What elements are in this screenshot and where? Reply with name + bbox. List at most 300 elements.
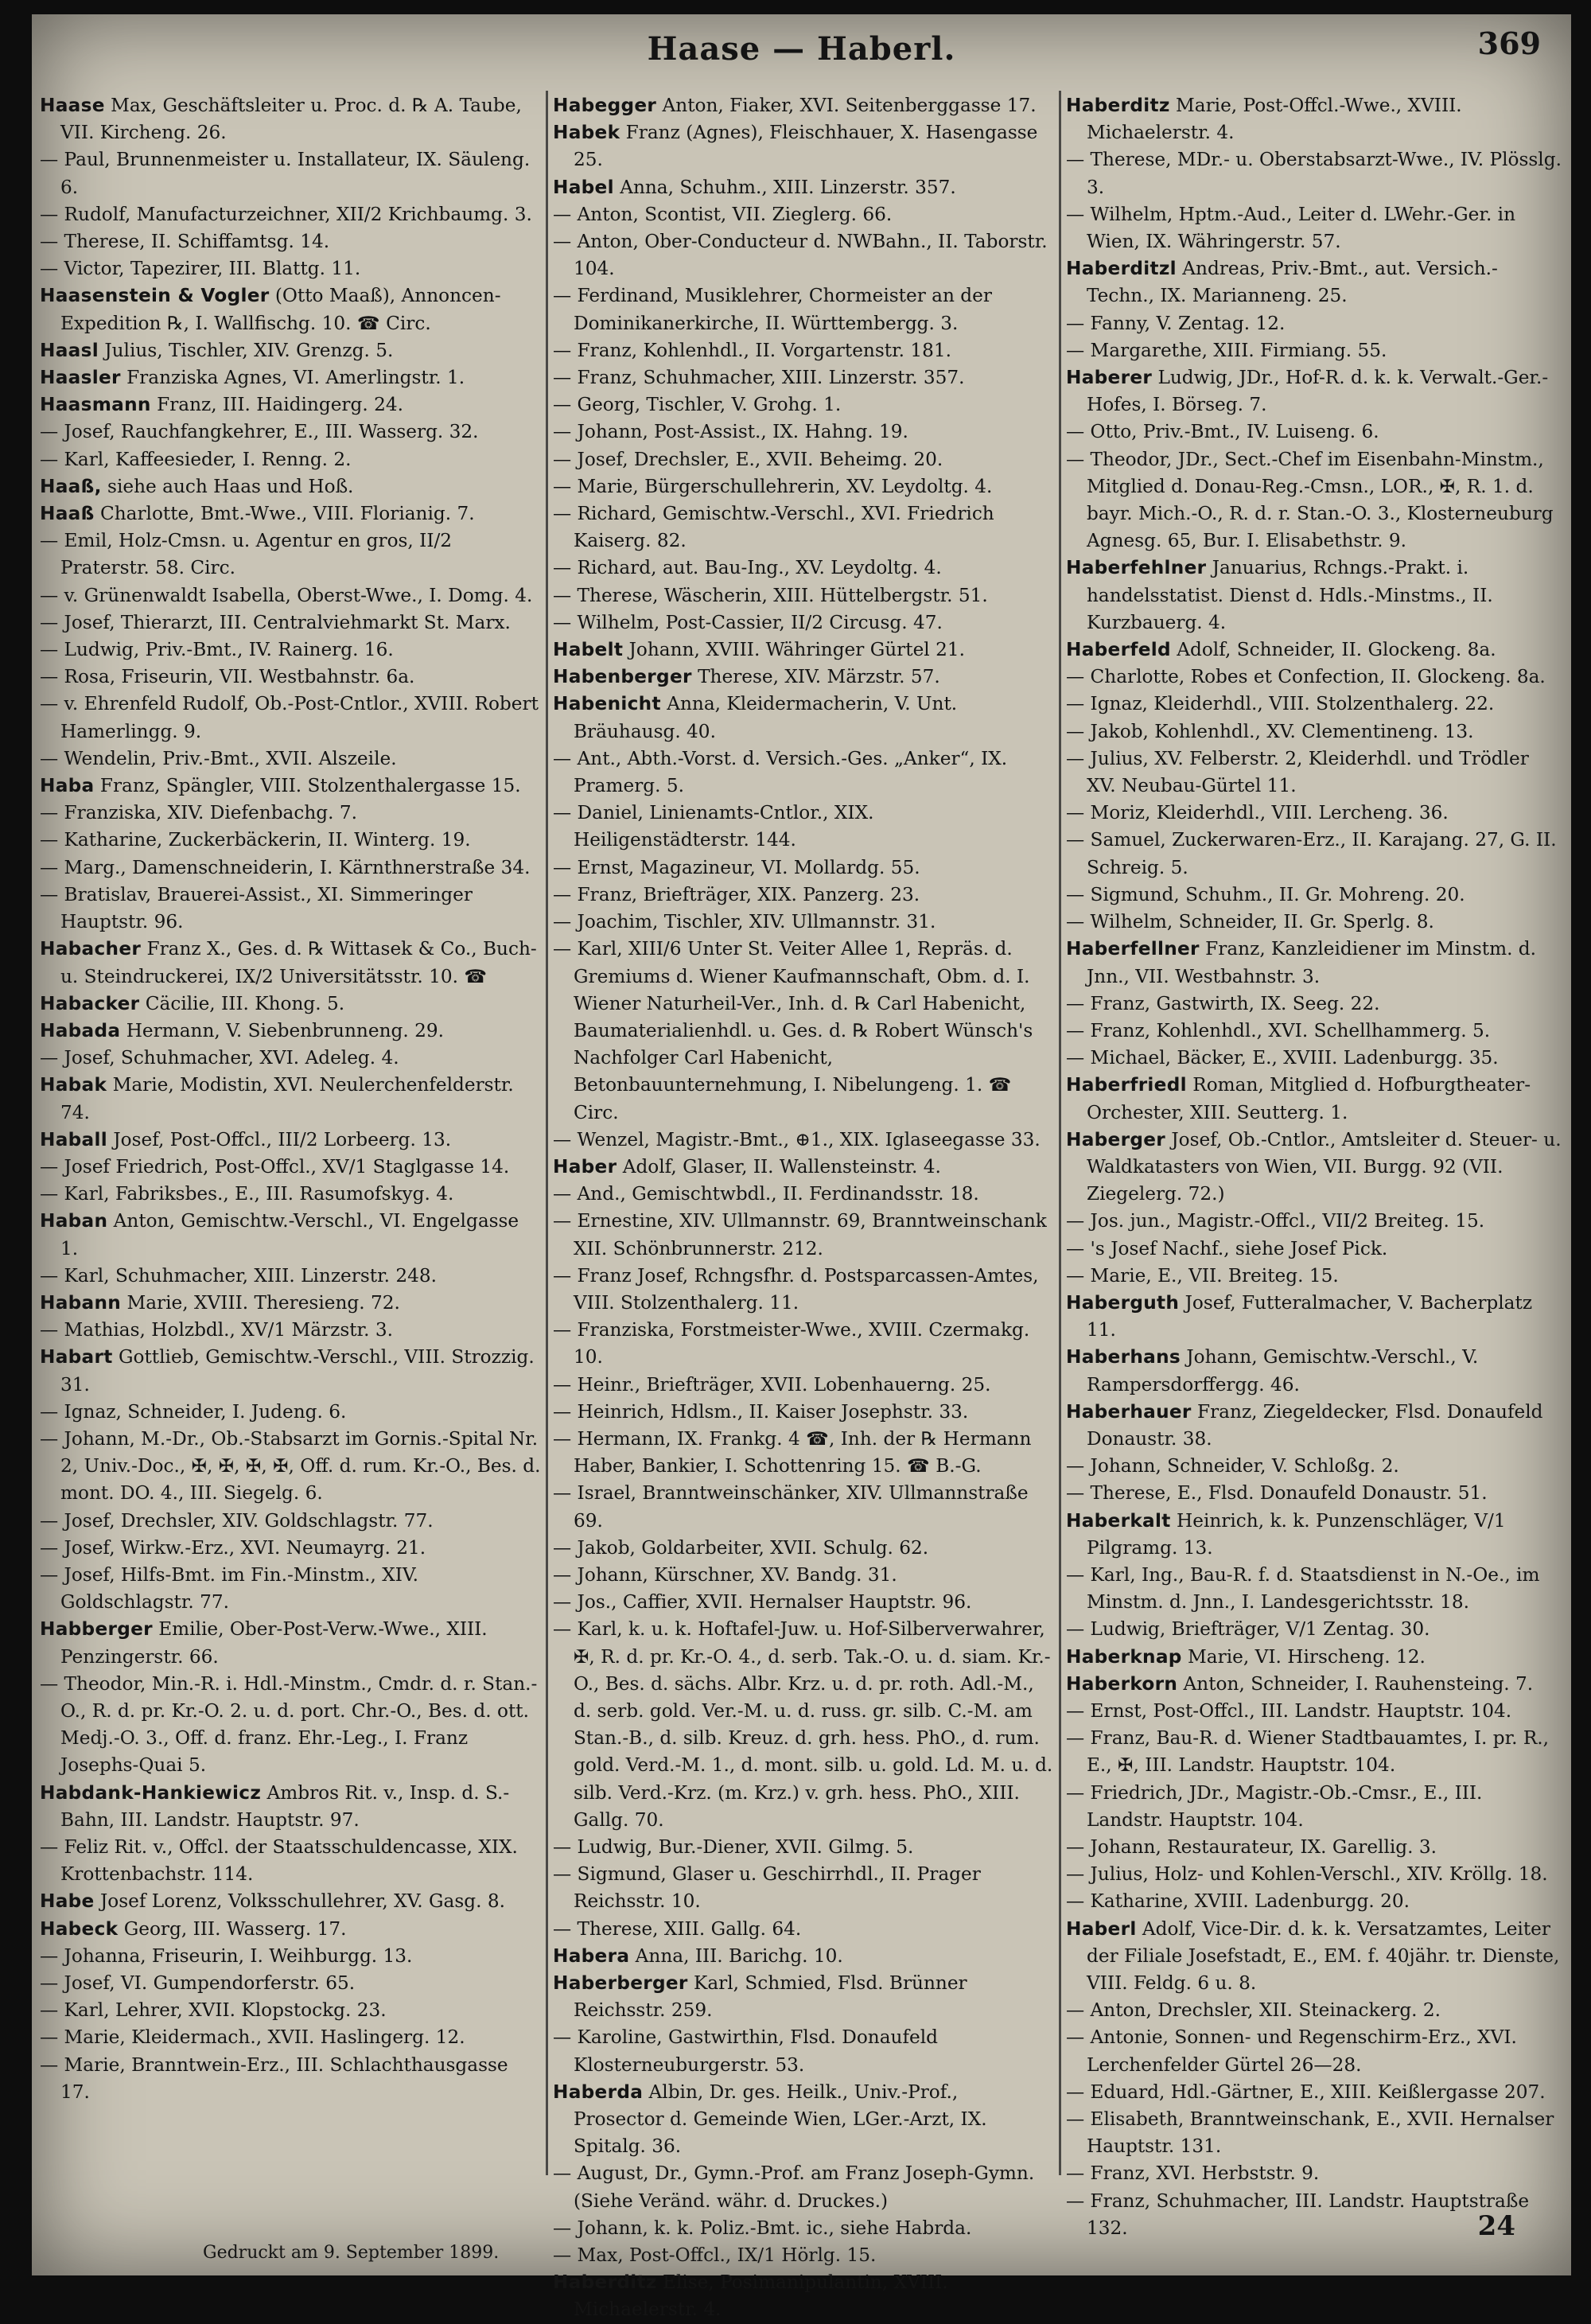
entry-details: Ambros Rit. v., Insp. d. S.-Bahn, III. Landstr. Hauptstr. 97. [60, 1781, 510, 1831]
entry-surname: Habenberger [553, 666, 692, 688]
directory-entry [1066, 555, 1563, 636]
directory-entry [553, 636, 1054, 664]
entry-details: Januarius, Rchngs.-Prakt. i. handelsstatist. Dienst d. Hdls.-Minstms., II. Kurzbauerg. 4. [1087, 557, 1493, 633]
entry-surname: Habel [553, 176, 614, 198]
directory-entry [553, 174, 1054, 201]
entry-details: — August, Dr., Gymn.-Prof. am Franz Joseph-Gymn. (Siehe Veränd. währ. d. Druckes.) [553, 2162, 1035, 2212]
entry-details: — Margarethe, XIII. Firmiang. 55. [1066, 339, 1387, 361]
directory-entry [1066, 1344, 1563, 1398]
entry-details: — Josef, Thierarzt, III. Centralviehmarkt St. Marx. [40, 611, 511, 633]
directory-entry [40, 255, 541, 282]
entry-details: — Franz Josef, Rchngsfhr. d. Postsparcassen-Amtes, VIII. Stolzenthalerg. 11. [553, 1264, 1039, 1314]
directory-entry [1066, 1671, 1563, 1698]
entry-details: — Richard, aut. Bau-Ing., XV. Leydoltg. 4. [553, 557, 942, 579]
directory-entry [1066, 1508, 1563, 1562]
entry-details: — Karl, XIII/6 Unter St. Veiter Allee 1, Repräs. d. Gremiums d. Wiener Kaufmannschaft, Obm. d. I. Wiener Naturheil-Ver., Inh. d. ℞ Carl Habenicht, Baumaterialienhdl. u. Ges. d. ℞ Robert Wünsch's Nachfolger Carl Habenicht, Betonbauunternehmung, I. Nibelungeng. 1. ☎ Circ. [553, 938, 1033, 1123]
directory-entry [1066, 664, 1563, 691]
entry-details: — Joachim, Tischler, XIV. Ullmannstr. 31. [553, 911, 936, 933]
directory-entry [40, 228, 541, 255]
entry-surname: Habeck [40, 1917, 119, 1940]
directory-entry [40, 1045, 541, 1072]
entry-details: — Wendelin, Priv.-Bmt., XVII. Alszeile. [40, 747, 397, 769]
directory-entry [553, 936, 1054, 1126]
entry-details: — Israel, Branntweinschänker, XIV. Ullmannstraße 69. [553, 1482, 1029, 1532]
entry-details: — Wilhelm, Post-Cassier, II/2 Circusg. 47. [553, 611, 943, 633]
column-2 [553, 92, 1054, 2321]
entry-details: — Jakob, Goldarbeiter, XVII. Schulg. 62. [553, 1536, 929, 1559]
entry-details: — Wenzel, Magistr.-Bmt., ⊕1., XIX. Iglaseegasse 33. [553, 1128, 1041, 1150]
entry-details: — Therese, E., Flsd. Donaufeld Donaustr. 51. [1066, 1482, 1488, 1505]
directory-entry [553, 664, 1054, 691]
entry-surname: Habek [553, 122, 620, 144]
directory-entry [553, 745, 1054, 800]
entry-details: Adolf, Schneider, II. Glockeng. 8a. [1170, 639, 1496, 661]
directory-entry [553, 500, 1054, 555]
directory-entry [40, 745, 541, 773]
entry-details: — Marie, Bürgerschullehrerin, XV. Leydoltg. 4. [553, 475, 993, 497]
entry-details: Anna, Kleidermacherin, V. Unt. Bräuhausg. 40. [574, 693, 958, 742]
directory-entry [553, 1154, 1054, 1181]
directory-entry [40, 1426, 541, 1508]
entry-surname: Haber [553, 1155, 617, 1178]
directory-entry [40, 936, 541, 990]
directory-entry [1066, 1834, 1563, 1861]
entry-details: — Wilhelm, Hptm.-Aud., Leiter d. LWehr.-Ger. in Wien, IX. Währingerstr. 57. [1066, 203, 1516, 253]
entry-details: Josef, Post-Offcl., III/2 Lorbeerg. 13. [107, 1128, 452, 1150]
directory-entry [1066, 310, 1563, 337]
entry-details: — Karl, Kaffeesieder, I. Renng. 2. [40, 448, 352, 470]
directory-entry [553, 909, 1054, 936]
entry-details: — Josef, Rauchfangkehrer, E., III. Wasserg. 32. [40, 421, 479, 443]
entry-details: — Jos., Caffier, XVII. Hernalser Hauptstr. 96. [553, 1591, 972, 1614]
directory-entry [40, 1208, 541, 1262]
directory-entry [1066, 691, 1563, 718]
entry-details: — v. Ehrenfeld Rudolf, Ob.-Post-Cntlor., XVIII. Robert Hamerlingg. 9. [40, 693, 539, 742]
entry-details: — Richard, Gemischtw.-Verschl., XVI. Friedrich Kaiserg. 82. [553, 503, 994, 552]
directory-entry [553, 446, 1054, 473]
entry-details: Josef Lorenz, Volksschullehrer, XV. Gasg. 8. [94, 1890, 505, 1913]
directory-entry [1066, 1616, 1563, 1643]
entry-details: — Karl, Schuhmacher, XIII. Linzerstr. 248. [40, 1264, 437, 1287]
column-divider [1059, 91, 1061, 2175]
entry-details: (Otto Maaß), Annoncen-Expedition ℞, I. Wallfischg. 10. ☎ Circ. [60, 285, 501, 334]
directory-entry [40, 1263, 541, 1290]
directory-entry [40, 609, 541, 636]
directory-entry [40, 664, 541, 691]
directory-entry [553, 1127, 1054, 1154]
entry-details: Max, Geschäftsleiter u. Proc. d. ℞ A. Taube, VII. Kircheng. 26. [60, 95, 522, 144]
entry-details: — Ignaz, Schneider, I. Judeng. 6. [40, 1400, 347, 1423]
entry-details: Josef, Ob.-Cntlor., Amtsleiter d. Steuer- u. Waldkatasters von Wien, VII. Burgg. 92 (VII. Ziegelerg. 72.) [1087, 1128, 1562, 1205]
entry-details: — 's Josef Nachf., siehe Josef Pick. [1066, 1237, 1388, 1259]
directory-entry [553, 1317, 1054, 1371]
entry-details: — Therese, II. Schiffamtsg. 14. [40, 231, 330, 253]
entry-surname: Haaß [40, 503, 95, 525]
directory-entry [40, 1834, 541, 1888]
entry-surname: Haban [40, 1210, 108, 1232]
directory-entry [553, 1970, 1054, 2024]
directory-entry [40, 1535, 541, 1562]
entry-details: Charlotte, Bmt.-Wwe., VIII. Florianig. 7. [94, 503, 475, 525]
directory-entry [553, 364, 1054, 391]
entry-details: — Franz, XVI. Herbststr. 9. [1066, 2162, 1320, 2185]
directory-entry [1066, 1127, 1563, 1209]
entry-surname: Haasl [40, 339, 99, 361]
entry-surname: Haberditz [553, 2271, 657, 2294]
directory-entry [40, 418, 541, 446]
entry-surname: Haberknap [1066, 1645, 1182, 1668]
entry-details: Franz, Spängler, VIII. Stolzenthalergasse 15. [94, 775, 521, 797]
directory-entry [1066, 2024, 1563, 2078]
entry-details: — Josef, VI. Gumpendorferstr. 65. [40, 1972, 356, 1995]
print-date-note: Gedruckt am 9. September 1899. [203, 2243, 500, 2263]
directory-entry [553, 2215, 1054, 2242]
entry-details: — Wilhelm, Schneider, II. Gr. Sperlg. 8. [1066, 911, 1434, 933]
entry-details: — Ferdinand, Musiklehrer, Chormeister an der Dominikanerkirche, II. Württembergg. 3. [553, 285, 992, 334]
entry-surname: Haberberger [553, 1972, 688, 1995]
directory-entry [1066, 1725, 1563, 1779]
directory-entry [1066, 909, 1563, 936]
entry-details: — Josef, Hilfs-Bmt. im Fin.-Minstm., XIV. Goldschlagstr. 77. [40, 1563, 418, 1614]
directory-entry [553, 228, 1054, 282]
entry-details: — Karl, Fabriksbes., E., III. Rasumofskyg. 4. [40, 1183, 454, 1205]
entry-surname: Haberda [553, 2081, 644, 2103]
directory-entry [1066, 446, 1563, 555]
entry-details: — Franz, Briefträger, XIX. Panzerg. 23. [553, 883, 920, 905]
entry-details: — Katharine, XVIII. Ladenburgg. 20. [1066, 1890, 1410, 1913]
entry-surname: Haberditzl [1066, 258, 1177, 280]
entry-details: — Georg, Tischler, V. Grohg. 1. [553, 394, 842, 416]
directory-entry [1066, 1562, 1563, 1616]
entry-details: Marie, Post-Offcl.-Wwe., XVIII. Michaelerstr. 4. [1087, 95, 1462, 144]
entry-details: — Heinr., Briefträger, XVII. Lobenhauerng. 25. [553, 1373, 991, 1396]
entry-details: — Hermann, IX. Frankg. 4 ☎, Inh. der ℞ Hermann Haber, Bankier, I. Schottenring 15. ☎ B.-G. [553, 1427, 1032, 1477]
entry-details: — Franz, Kohlenhdl., II. Vorgartenstr. 181. [553, 339, 951, 361]
entry-surname: Haberhauer [1066, 1400, 1192, 1423]
directory-entry [40, 282, 541, 337]
entry-details: — Friedrich, JDr., Magistr.-Ob.-Cmsr., E., III. Landstr. Hauptstr. 104. [1066, 1781, 1483, 1831]
entry-details: Julius, Tischler, XIV. Grenzg. 5. [98, 339, 394, 361]
directory-entry [553, 882, 1054, 909]
directory-entry [1066, 1263, 1563, 1290]
directory-entry [1066, 1290, 1563, 1344]
entry-details: Karl, Schmied, Flsd. Brünner Reichsstr. 259. [574, 1972, 967, 2022]
entry-details: — Otto, Priv.-Bmt., IV. Luiseng. 6. [1066, 421, 1379, 443]
directory-entry [1066, 255, 1563, 309]
entry-details: — Marie, Branntwein-Erz., III. Schlachthausgasse 17. [40, 2053, 508, 2103]
directory-entry [1066, 745, 1563, 800]
entry-details: — Charlotte, Robes et Confection, II. Glockeng. 8a. [1066, 666, 1546, 688]
entry-surname: Habera [553, 1944, 630, 1967]
entry-details: — Josef, Drechsler, XIV. Goldschlagstr. 77. [40, 1509, 434, 1532]
directory-entry [553, 2242, 1054, 2269]
entry-details: — Johann, Kürschner, XV. Bandg. 31. [553, 1563, 897, 1586]
directory-entry [40, 1780, 541, 1834]
entry-details: — Julius, Holz- und Kohlen-Verschl., XIV. Kröllg. 18. [1066, 1863, 1548, 1886]
directory-entry [40, 636, 541, 664]
entry-details: Anton, Fiaker, XVI. Seitenberggasse 17. [656, 95, 1037, 116]
entry-details: — Max, Post-Offcl., IX/1 Hörlg. 15. [553, 2244, 877, 2267]
entry-details: — Franz, Schuhmacher, III. Landstr. Hauptstraße 132. [1066, 2190, 1530, 2239]
entry-details: — Samuel, Zuckerwaren-Erz., II. Karajang. 27, G. II. Schreig. 5. [1066, 829, 1557, 878]
entry-details: Anna, III. Barichg. 10. [629, 1944, 843, 1967]
directory-entry [553, 800, 1054, 854]
directory-entry [1066, 337, 1563, 364]
entry-details: — Victor, Tapezirer, III. Blattg. 11. [40, 258, 361, 280]
entry-details: — Franz, Bau-R. d. Wiener Stadtbauamtes, I. pr. R., E., ✠, III. Landstr. Hauptstr. 104. [1066, 1727, 1550, 1777]
directory-entry [553, 119, 1054, 173]
directory-entry [40, 1317, 541, 1344]
entry-details: — Ernst, Post-Offcl., III. Landstr. Hauptstr. 104. [1066, 1699, 1512, 1722]
entry-details: — Johanna, Friseurin, I. Weihburgg. 13. [40, 1944, 413, 1967]
entry-surname: Habak [40, 1074, 107, 1096]
directory-entry [553, 2160, 1054, 2214]
entry-details: — v. Grünenwaldt Isabella, Oberst-Wwe., I. Domg. 4. [40, 584, 533, 606]
directory-entry [553, 1834, 1054, 1861]
directory-entry [40, 1290, 541, 1317]
entry-details: Therese, XIV. Märzstr. 57. [691, 666, 940, 688]
directory-entry [553, 473, 1054, 500]
directory-entry [40, 691, 541, 745]
directory-entry [40, 2052, 541, 2106]
entry-surname: Haberer [1066, 367, 1153, 389]
directory-entry [40, 882, 541, 936]
page-number: 369 [1477, 25, 1541, 61]
entry-surname: Haberfehlner [1066, 557, 1207, 579]
directory-entry [553, 1426, 1054, 1480]
directory-entry [40, 1970, 541, 1997]
directory-entry [40, 473, 541, 500]
entry-surname: Haberkalt [1066, 1509, 1171, 1532]
entry-details: — Therese, Wäscherin, XIII. Hüttelbergstr. 51. [553, 584, 988, 606]
page-header [32, 25, 1571, 81]
entry-details: — Heinrich, Hdlsm., II. Kaiser Josephstr. 33. [553, 1400, 969, 1423]
entry-surname: Habegger [553, 95, 657, 116]
directory-entry [40, 1562, 541, 1616]
entry-details: — Katharine, Zuckerbäckerin, II. Winterg. 19. [40, 829, 471, 851]
sheet-number: 24 [1477, 2210, 1515, 2242]
entry-details: — Anton, Ober-Conducteur d. NWBahn., II. Taborstr. 104. [553, 231, 1048, 280]
directory-entry [40, 1997, 541, 2024]
entry-surname: Habe [40, 1890, 95, 1913]
directory-entry [553, 609, 1054, 636]
directory-entry [1066, 2106, 1563, 2160]
entry-details: — Mathias, Holzbdl., XV/1 Märzstr. 3. [40, 1319, 393, 1341]
directory-entry [1066, 1045, 1563, 1072]
directory-entry [1066, 1888, 1563, 1915]
entry-surname: Haberger [1066, 1128, 1165, 1150]
entry-details: — Josef, Schuhmacher, XVI. Adeleg. 4. [40, 1047, 399, 1069]
entry-details: — Ernst, Magazineur, VI. Mollardg. 55. [553, 856, 920, 878]
directory-entry [40, 1671, 541, 1780]
entry-surname: Habdank-Hankiewicz [40, 1781, 262, 1804]
entry-details: — Sigmund, Glaser u. Geschirrhdl., II. Prager Reichsstr. 10. [553, 1863, 981, 1913]
entry-details: Ludwig, JDr., Hof-R. d. k. k. Verwalt.-Ger.-Hofes, I. Börseg. 7. [1087, 367, 1549, 416]
directory-entry [553, 2269, 1054, 2323]
entry-surname: Haaß, [40, 475, 102, 497]
directory-entry [553, 1208, 1054, 1262]
directory-entry [1066, 2160, 1563, 2187]
directory-entry [40, 2024, 541, 2051]
entry-surname: Habacker [40, 992, 140, 1014]
entry-details: — Moriz, Kleiderhdl., VIII. Lercheng. 36. [1066, 802, 1449, 824]
directory-entry [553, 555, 1054, 582]
directory-entry [1066, 1644, 1563, 1671]
directory-entry [1066, 1780, 1563, 1834]
entry-details: — Johann, M.-Dr., Ob.-Stabsarzt im Gornis.-Spital Nr. 2, Univ.-Doc., ✠, ✠, ✠, ✠, Off. d. rum. Kr.-O., Bes. d. mont. DO. 4., III. Siegelg. 6. [40, 1427, 541, 1505]
directory-entry [553, 92, 1054, 119]
entry-details: Cäcilie, III. Khong. 5. [139, 992, 345, 1014]
entry-details: Josef, Futteralmacher, V. Bacherplatz 11. [1087, 1291, 1533, 1341]
directory-entry [1066, 1399, 1563, 1453]
entry-details: — Karoline, Gastwirthin, Flsd. Donaufeld Klosterneuburgerstr. 53. [553, 2026, 939, 2076]
entry-details: Elise, Posimanipulantin, XVIII. Michaelerstr. 4. [574, 2271, 948, 2321]
entry-details: Anton, Schneider, I. Rauhensteing. 7. [1177, 1672, 1534, 1695]
directory-entry [553, 201, 1054, 228]
directory-entry [553, 1181, 1054, 1208]
directory-entry [553, 1943, 1054, 1970]
entry-surname: Haasler [40, 367, 121, 389]
entry-details: — Karl, Ing., Bau-R. f. d. Staatsdienst in N.-Oe., im Minstm. d. Jnn., I. Landesgerichtsstr. 18. [1066, 1563, 1540, 1614]
directory-entry [1066, 1480, 1563, 1507]
entry-details: — Ernestine, XIV. Ullmannstr. 69, Branntweinschank XII. Schönbrunnerstr. 212. [553, 1210, 1047, 1259]
directory-entry [553, 582, 1054, 609]
entry-details: — Anton, Drechsler, XII. Steinackerg. 2. [1066, 1999, 1441, 2022]
entry-details: — Rosa, Friseurin, VII. Westbahnstr. 6a. [40, 666, 415, 688]
directory-entry [1066, 1072, 1563, 1126]
directory-entry [40, 391, 541, 418]
directory-entry [40, 1072, 541, 1126]
entry-details: — Eduard, Hdl.-Gärtner, E., XIII. Keißlergasse 207. [1066, 2081, 1546, 2103]
entry-surname: Haberfeld [1066, 639, 1171, 661]
directory-entry [1066, 418, 1563, 446]
entry-details: Franziska Agnes, VI. Amerlingstr. 1. [120, 367, 465, 389]
directory-entry [40, 446, 541, 473]
directory-entry [1066, 1453, 1563, 1480]
directory-entry [40, 337, 541, 364]
entry-details: Hermann, V. Siebenbrunneng. 29. [120, 1019, 444, 1041]
entry-details: — Karl, k. u. k. Hoftafel-Juw. u. Hof-Silberverwahrer, ✠, R. d. pr. Kr.-O. 4., d. serb. Tak.-O. u. d. siam. Kr.-O., Bes. d. sächs. Albr. Krz. u. d. pr. roth. Adl.-M., d. serb. gold. Ver.-M. u. d. russ. gr. silb. C.-M. am Stan.-B., d. silb. Kreuz. d. grh. hess. PhO., d. rum. gold. Verd.-M. 1., d. mont. silb. u. gold. Ld. M. u. d. silb. Verd.-Krz. (m. Krz.) v. grh. hess. PhO., XIII. Gallg. 70. [553, 1618, 1053, 1831]
directory-entry [40, 1127, 541, 1154]
entry-surname: Haberditz [1066, 95, 1170, 116]
entry-details: — Theodor, Min.-R. i. Hdl.-Minstm., Cmdr. d. r. Stan.-O., R. d. pr. Kr.-O. 2. u. d. port. Chr.-O., Bes. d. ott. Medj.-O. 3., Off. d. franz. Ehr.-Leg., I. Franz Josephs-Quai 5. [40, 1672, 538, 1777]
directory-entry [553, 1372, 1054, 1399]
entry-details: Franz, Kanzleidiener im Minstm. d. Jnn., VII. Westbahnstr. 3. [1087, 938, 1537, 987]
directory-entry [1066, 1236, 1563, 1263]
entry-details: Franz, Ziegeldecker, Flsd. Donaufeld Donaustr. 38. [1087, 1400, 1543, 1450]
directory-entry [553, 1399, 1054, 1426]
entry-details: — Franz, Kohlenhdl., XVI. Schellhammerg. 5. [1066, 1019, 1491, 1041]
entry-details: Anna, Schuhm., XIII. Linzerstr. 357. [613, 176, 956, 198]
directory-entry [1066, 364, 1563, 418]
entry-surname: Haase [40, 95, 105, 116]
entry-details: — Rudolf, Manufacturzeichner, XII/2 Krichbaumg. 3. [40, 203, 532, 225]
entry-details: Emilie, Ober-Post-Verw.-Wwe., XIII. Penzingerstr. 66. [60, 1618, 488, 1668]
entry-details: — Marie, Kleidermach., XVII. Haslingerg. 12. [40, 2026, 465, 2049]
column-divider [546, 91, 548, 2175]
directory-entry [40, 146, 541, 200]
directory-entry [553, 2024, 1054, 2078]
directory-entry [1066, 1698, 1563, 1725]
entry-details: — Ignaz, Kleiderhdl., VIII. Stolzenthalerg. 22. [1066, 693, 1495, 715]
directory-entry [553, 1562, 1054, 1589]
directory-entry [1066, 1916, 1563, 1998]
entry-details: — Johann, k. k. Poliz.-Bmt. ic., siehe Habrda. [553, 2217, 972, 2239]
directory-entry [1066, 146, 1563, 200]
entry-details: — Josef, Wirkw.-Erz., XVI. Neumayrg. 21. [40, 1536, 426, 1559]
entry-details: — Sigmund, Schuhm., II. Gr. Mohreng. 20. [1066, 883, 1465, 905]
entry-details: Franz (Agnes), Fleischhauer, X. Hasengasse 25. [574, 122, 1038, 171]
directory-entry [1066, 1018, 1563, 1045]
directory-entry [553, 1616, 1054, 1834]
directory-entry [1066, 800, 1563, 827]
entry-details: Franz, III. Haidingerg. 24. [150, 394, 403, 416]
entry-details: — Elisabeth, Branntweinschank, E., XVII. Hernalser Hauptstr. 131. [1066, 2108, 1554, 2158]
entry-surname: Habacher [40, 938, 142, 960]
entry-details: — Feliz Rit. v., Offcl. der Staatsschuldencasse, XIX. Krottenbachstr. 114. [40, 1836, 518, 1886]
directory-entry [1066, 636, 1563, 664]
entry-details: Heinrich, k. k. Punzenschläger, V/1 Pilgramg. 13. [1087, 1509, 1506, 1559]
directory-entry [40, 1888, 541, 1915]
entry-surname: Habelt [553, 639, 624, 661]
entry-details: — Ludwig, Priv.-Bmt., IV. Rainerg. 16. [40, 639, 394, 661]
directory-entry [40, 854, 541, 882]
entry-details: Anton, Gemischtw.-Verschl., VI. Engelgasse 1. [60, 1210, 519, 1259]
entry-details: — Anton, Scontist, VII. Zieglerg. 66. [553, 203, 893, 225]
entry-details: — Ludwig, Bur.-Diener, XVII. Gilmg. 5. [553, 1836, 914, 1858]
entry-details: — Johann, Restaurateur, IX. Garellig. 3. [1066, 1836, 1437, 1858]
directory-entry [553, 1480, 1054, 1534]
directory-entry [553, 1916, 1054, 1943]
entry-details: — Antonie, Sonnen- und Regenschirm-Erz., XVI. Lerchenfelder Gürtel 26—28. [1066, 2026, 1517, 2076]
entry-details: — Franz, Gastwirth, IX. Seeg. 22. [1066, 992, 1380, 1014]
entry-details: — Marg., Damenschneiderin, I. Kärnthnerstraße 34. [40, 856, 531, 878]
directory-entry [40, 201, 541, 228]
directory-entry [1066, 92, 1563, 146]
entry-surname: Haasenstein & Vogler [40, 285, 270, 307]
directory-entry [40, 1399, 541, 1426]
directory-entry [1066, 2079, 1563, 2106]
directory-entry [40, 1916, 541, 1943]
directory-entry [1066, 1861, 1563, 1888]
entry-details: — Franziska, XIV. Diefenbachg. 7. [40, 802, 357, 824]
directory-entry [40, 1181, 541, 1208]
entry-surname: Haba [40, 775, 95, 797]
entry-details: Georg, III. Wasserg. 17. [118, 1917, 347, 1940]
directory-entry [553, 418, 1054, 446]
running-head: Haase — Haberl. [647, 30, 956, 68]
directory-entry [1066, 936, 1563, 990]
entry-details: Gottlieb, Gemischtw.-Verschl., VIII. Strozzig. 31. [60, 1346, 535, 1396]
entry-surname: Habart [40, 1346, 113, 1368]
entry-details: — Theodor, JDr., Sect.-Chef im Eisenbahn-Minstm., Mitglied d. Donau-Reg.-Cmsn., LOR., ✠, R. 1. d. bayr. Mich.-O., R. d. r. Stan.-O. 3., Klosterneuburg Agnesg. 65, Bur. I. Elisabethstr. 9. [1066, 448, 1554, 552]
directory-entry [40, 1943, 541, 1970]
directory-entry [1066, 882, 1563, 909]
entry-details: Roman, Mitglied d. Hofburgtheater-Orchester, XIII. Seutterg. 1. [1087, 1074, 1531, 1123]
column-1 [40, 92, 541, 2193]
directory-entry [40, 1508, 541, 1535]
entry-details: — Jos. jun., Magistr.-Offcl., VII/2 Breiteg. 15. [1066, 1210, 1485, 1232]
entry-details: — Paul, Brunnenmeister u. Installateur, IX. Säuleng. 6. [40, 149, 531, 198]
directory-entry [553, 391, 1054, 418]
directory-entry [1066, 1208, 1563, 1235]
directory-page [32, 14, 1571, 2321]
entry-details: siehe auch Haas und Hoß. [101, 475, 354, 497]
entry-details: — Therese, XIII. Gallg. 64. [553, 1917, 802, 1940]
directory-entry [40, 773, 541, 800]
entry-details: — Bratislav, Brauerei-Assist., XI. Simmeringer Hauptstr. 96. [40, 883, 473, 933]
entry-details: — Jakob, Kohlenhdl., XV. Clementineng. 13. [1066, 720, 1474, 742]
